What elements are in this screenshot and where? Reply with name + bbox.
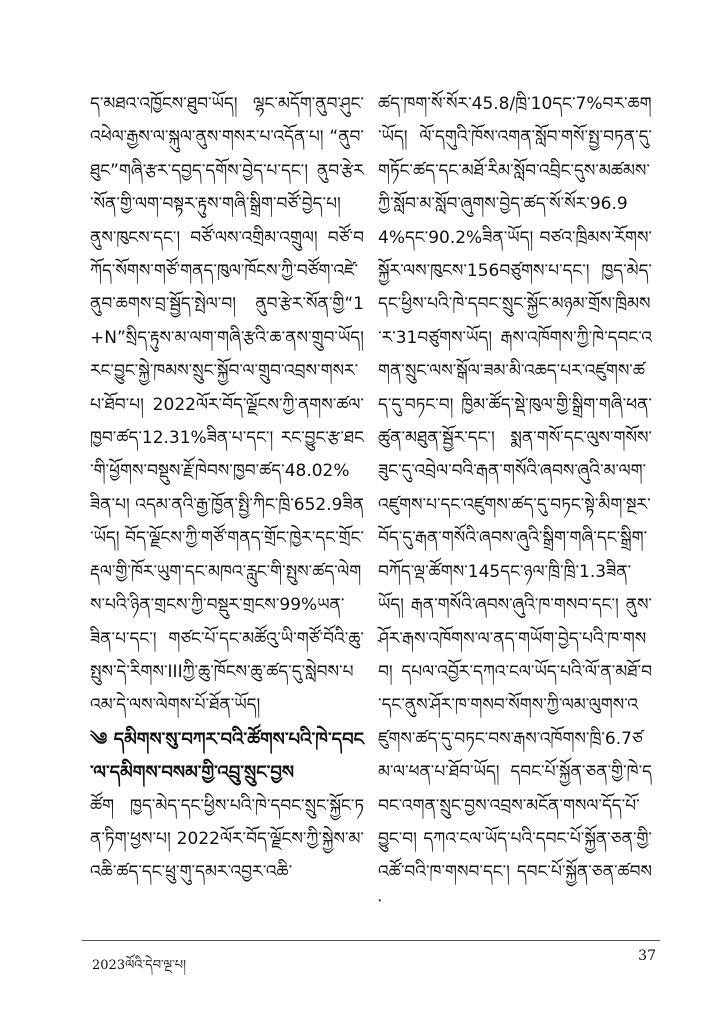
page-number: 37 (638, 948, 656, 964)
right-paragraph-1: ཚད་ཁག་སོ་སོར་45.8/ཁྲི་10དང་7%བར་ཆག་ཡོད། ལོ་དགུའི་ཁོས་འགན་སློབ་གསོ་སྤྱ་བཏན་དུ་གཏོང་ཚད་དང་མཐོ་རིམ་སློབ་འབྲིང་དུས་མཚམས་ཀྱི་སློབ་མ་སློབ་ཞུགས་བྱེད་ཚད་སོ་སོར་96.94%དང་90.2%ཟིན་ཡོད། བཙའ་ཁྲིམས་རོགས་སྐྱོར་ལས་ཁུངས་156བཙུགས་པ་དང་། ཁྱད་མེད་དང་ཕྱིས་པའི་ཁེ་དབང་སྲུང་སྐྱོང་མཉམ་གྲོས་ཁྲིམས་ར་31བཙུགས་ཡོད། རྒས་འཁོགས་ཀྱི་ཁེ་དབང་འགན་སྲུང་ལས་སྒོལ་ཟམ་མི་འཆད་པར་འཛུགས་ཚད་དུ་བཏང་བ། ཁྱིམ་ཚོད་སྡེ་ཁུལ་གྱི་སྒྲིག་གཞི་ཕན་ཚུན་མཐུན་སྦྱོར་དང་། སྨན་གསོ་དང་ལུས་གསོས་ཟུང་དུ་འབྲེལ་བའི་རྒན་གསོའི་ཞབས་ཞུའི་མ་ལག་འཛུགས་པ་དང་འཛུགས་ཚད་དུ་བཏང་སྟེ་མིག་སྔར་བོད་དུ་རྒན་གསོའི་ཞབས་ཞུའི་སྒྲིག་གཞི་དང་སྒྲིག་བཀོད་ལྡ་ཚོགས་145དང་ཉལ་ཁྲི་ཁྲི་1.3ཟིན་ཡོད། རྒན་གསོའི་ཞབས་ཞུའི་ཁ་གསབ་དང་། ནུས་ཤོར་རྒས་འཁོགས་ལ་ནད་གཡོག་བྱེད་པའི་ཁ་གསབ། དཔལ་འབྱོར་དཀའ་ངལ་ཡོད་པའི་ལོ་ན་མཐོ་བ་དང་ནུས་ཤོར་ཁ་གསབ་སོགས་ཀྱི་ལམ་ལུགས་འཛུགས་ཚད་དུ་བཏང་བས་རྒས་འཁོགས་ཁྲི་6.7ཙམ་ལ་ཕན་པ་ཐོབ་ཡོད། དབང་པོ་སྐྱོན་ཅན་གྱི་ཁེ་དབང་འགན་སྲུང་བྱས་འབྲས་མངོན་གསལ་དོད་པོ་བྱུང་བ། དཀའ་ངལ་ཡོད་པའི་དབང་པོ་སྐྱོན་ཅན་གྱི་འཚོ་བའི་ཁ་གསབ་དང་། དབང་པོ་སྐྱོན་ཅན་ཚབས་ (378, 94, 652, 916)
right-column (378, 88, 652, 923)
left-column (90, 88, 364, 890)
journal-issue-label: 2023ལོའི་དེབ་ལྔ་པ། (92, 958, 186, 973)
footer-divider (82, 940, 660, 941)
left-paragraph-2: ཚོག ཁྱད་མེད་དང་ཕྱིས་པའི་ཁེ་དབང་སྲུང་སྐྱོང་ཏན་ཏིག་ཕྱས་པ། 2022ལོར་བོད་ལྗོངས་ཀྱི་སྐྱེས་མ་འཆི་ཚད་དང་ཕྲུ་གུ་དམར་འབྱར་འཆི་ (90, 795, 364, 883)
left-paragraph-1: ད་མཐའ་འཁྱོངས་ཐུབ་ཡོད། ལྷང་མདོག་ནུབ་ཤུང་འཕེལ་རྒྱས་ལ་སྐུལ་ནུས་གསར་པ་འདོན་པ། “ནུབ་ཐུང”གཞི་རྩར་དབྱད་དགོས་བྱེད་པ་དང་། ནུབ་རྩེར་སོན་གྱི་ལག་བསྟར་རྟུས་གཞི་སྒྲིག་བཙོ་བྱེད་པ། ནུས་ཁུངས་དང་། བཙོ་ལས་འགྲིམ་འགྲུལ། བཙོ་བཀོད་སོགས་གཙོ་གནད་ཁུལ་ཁོངས་ཀྱི་བཙོག་འཛེ་ནུབ་ཆགས་བྲ་སྦྱོད་སྤེལ་བ། ནུབ་རྩེར་སོན་གྱི“1+N”སྲིད་རྟུས་མ་ལག་གཞི་རྩའི་ཆ་ནས་གྲུབ་ཡོད། རང་བྱུང་སྐྱེ་ཁམས་སྲུང་སྐྱོབ་ལ་གྲུབ་འབྲས་གསར་པ་ཐོབ་པ། 2022ལོར་བོད་ལྗོངས་ཀྱི་ནགས་ཚལ་ཁྱབ་ཚད་12.31%ཟིན་པ་དང་། རང་བྱུང་རྩ་ཐང་གི་ཕྱོགས་བསྡུས་རྗོ་ཁེབས་ཁྱབ་ཚད་48.02%ཟིན་པ། འདམ་ནའི་རྒྱ་ཁྱོན་སྤྱི་ཀིང་ཁྲི་652.9ཟིན་ཡོད། བོད་ལྗོངས་ཀྱི་གཙོ་གནད་གྲོང་ཁྱེར་དང་གྲོང་རྡལ་གྱི་ཁོར་ཡུག་དང་མཁའ་རླུང་གི་སྤུས་ཚད་ལེགས་པའི་ཉིན་གྲངས་ཀྱི་བསྡུར་གྲངས་99%ཡན་ཟིན་པ་དང་། གཙང་པོ་དང་མཚོའུ་ཡི་གཙོ་བོའི་ཆུ་སྤུས་དེ་རིགས་IIIཀྱི་ཆུ་ཁོངས་ཆུ་ཚད་དུ་སླེབས་པའམ་དེ་ལས་ལེགས་པོ་ཐོན་ཡོད། (90, 94, 364, 716)
section-heading: ༄ དམིགས་སུ་བཀར་བའི་ཚོགས་པའི་ཁེ་དབང་ལ་དམིགས་བསམ་གྱི་འབྲུ་སྲུང་བྱས (90, 728, 364, 784)
